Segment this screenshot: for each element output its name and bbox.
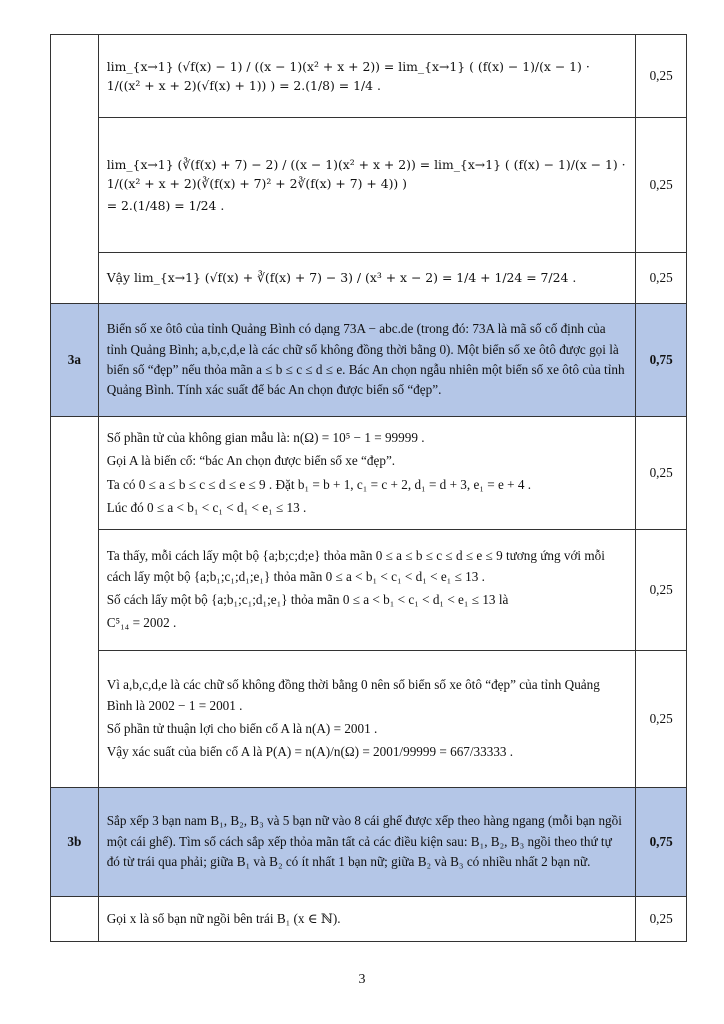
question-label: 3a [51, 304, 99, 417]
table-row [51, 253, 687, 304]
score-cell: 0,25 [636, 253, 687, 304]
solution-cell [98, 651, 636, 788]
solution-line: C⁵₁₄ = 2002 . [106, 615, 177, 631]
solution-cell [98, 530, 636, 651]
question-label-cell [51, 35, 99, 304]
score-cell: 0,25 [636, 897, 687, 942]
table-row [51, 530, 687, 651]
solution-line: Vậy xác suất của biến cố A là P(A) = n(A)/n(Ω) = 2001/99999 = 667/33333 . [106, 744, 514, 760]
solution-line: Ta thấy, mỗi cách lấy một bộ {a;b;c;d;e} thỏa mãn 0 ≤ a ≤ b ≤ c ≤ d ≤ e ≤ 9 tương ứng với mỗi cách lấy một bộ {a;b₁;c₁;d₁;e₁} thỏa mãn 0 ≤ a < b₁ < c₁ < d₁ < e₁ ≤ 13 . [106, 548, 605, 584]
question-label-cell [51, 417, 99, 788]
question-text-line: Sắp xếp 3 bạn nam B₁, B₂, B₃ và 5 bạn nữ vào 8 cái ghế được xếp theo hàng ngang (mỗi bạn ngồi một cái ghế). Tìm số cách sắp xếp thỏa mãn tất cả các điều kiện sau: B₁, B₂, B₃ ngồi theo thứ tự đó từ trái qua phải; giữa B₁ và B₂ có ít nhất 1 bạn nữ; giữa B₂ và B₃ có nhiều nhất 2 bạn nữ. [106, 813, 622, 870]
math-line: lim_{x→1} (√f(x) − 1) / ((x − 1)(x² + x + 2)) = lim_{x→1} ( (f(x) − 1)/(x − 1) · 1/((x² + x + 2)(√f(x) + 1)) ) = 2.(1/8) = 1/4 . [106, 58, 590, 93]
solution-line: Lúc đó 0 ≤ a < b₁ < c₁ < d₁ < e₁ ≤ 13 . [106, 499, 307, 515]
question-label-cell [51, 897, 99, 942]
solution-line: Số phần tử của không gian mẫu là: n(Ω) = 10⁵ − 1 = 99999 . [106, 429, 425, 445]
question-text [98, 304, 636, 417]
question-text-line: Biển số xe ôtô của tỉnh Quảng Bình có dạng 73A − abc.de (trong đó: 73A là mã số cố định của tỉnh Quảng Bình; a,b,c,d,e là các chữ số không đồng thời bằng 0). Một biển số xe ôtô được gọi là biển số “đẹp” nếu thỏa mãn a ≤ b ≤ c ≤ d ≤ e. Bác An chọn ngẫu nhiên một biển số xe ôtô của tỉnh Quảng Bình. Tính xác suất để bác An chọn được biển số “đẹp”. [106, 321, 625, 398]
math-line: lim_{x→1} (∛(f(x) + 7) − 2) / ((x − 1)(x² + x + 2)) = lim_{x→1} ( (f(x) − 1)/(x − 1) · 1/((x² + x + 2)(∛(f(x) + 7)² + 2∛(f(x) + 7) + 4)) ) [106, 156, 626, 191]
answer-table [50, 34, 687, 942]
solution-line: Số phần tử thuận lợi cho biến cố A là n(A) = 2001 . [106, 721, 378, 736]
question-text [98, 788, 636, 897]
solution-line: Gọi A là biến cố: “bác An chọn được biển số xe “đẹp”. [106, 453, 396, 469]
solution-cell [98, 253, 636, 304]
table-row [51, 897, 687, 942]
score-cell: 0,25 [636, 118, 687, 253]
question-label: 3b [51, 788, 99, 897]
math-line: = 2.(1/48) = 1/24 . [106, 198, 225, 214]
table-row [51, 35, 687, 118]
table-row [51, 788, 687, 897]
score-cell: 0,75 [636, 304, 687, 417]
score-cell: 0,25 [636, 35, 687, 118]
solution-cell [98, 417, 636, 530]
solution-cell [98, 118, 636, 253]
math-line: Vậy lim_{x→1} (√f(x) + ∛(f(x) + 7) − 3) / (x³ + x − 2) = 1/4 + 1/24 = 7/24 . [106, 270, 577, 286]
solution-line: Vì a,b,c,d,e là các chữ số không đồng thời bằng 0 nên số biển số xe ôtô “đẹp” của tỉnh Quảng Bình là 2002 − 1 = 2001 . [106, 677, 600, 713]
page-number: 3 [358, 972, 366, 987]
score-cell: 0,75 [636, 788, 687, 897]
table-row [51, 118, 687, 253]
solution-line: Gọi x là số bạn nữ ngồi bên trái B₁ (x ∈ ℕ). [106, 910, 341, 926]
table-row [51, 651, 687, 788]
table-row [51, 304, 687, 417]
score-cell: 0,25 [636, 417, 687, 530]
score-cell: 0,25 [636, 530, 687, 651]
score-cell: 0,25 [636, 651, 687, 788]
solution-cell [98, 35, 636, 118]
table-row [51, 417, 687, 530]
solution-line: Ta có 0 ≤ a ≤ b ≤ c ≤ d ≤ e ≤ 9 . Đặt b₁ = b + 1, c₁ = c + 2, d₁ = d + 3, e₁ = e + 4 . [106, 476, 532, 492]
solution-line: Số cách lấy một bộ {a;b₁;c₁;d₁;e₁} thỏa mãn 0 ≤ a < b₁ < c₁ < d₁ < e₁ ≤ 13 là [106, 592, 509, 607]
solution-cell [98, 897, 636, 942]
